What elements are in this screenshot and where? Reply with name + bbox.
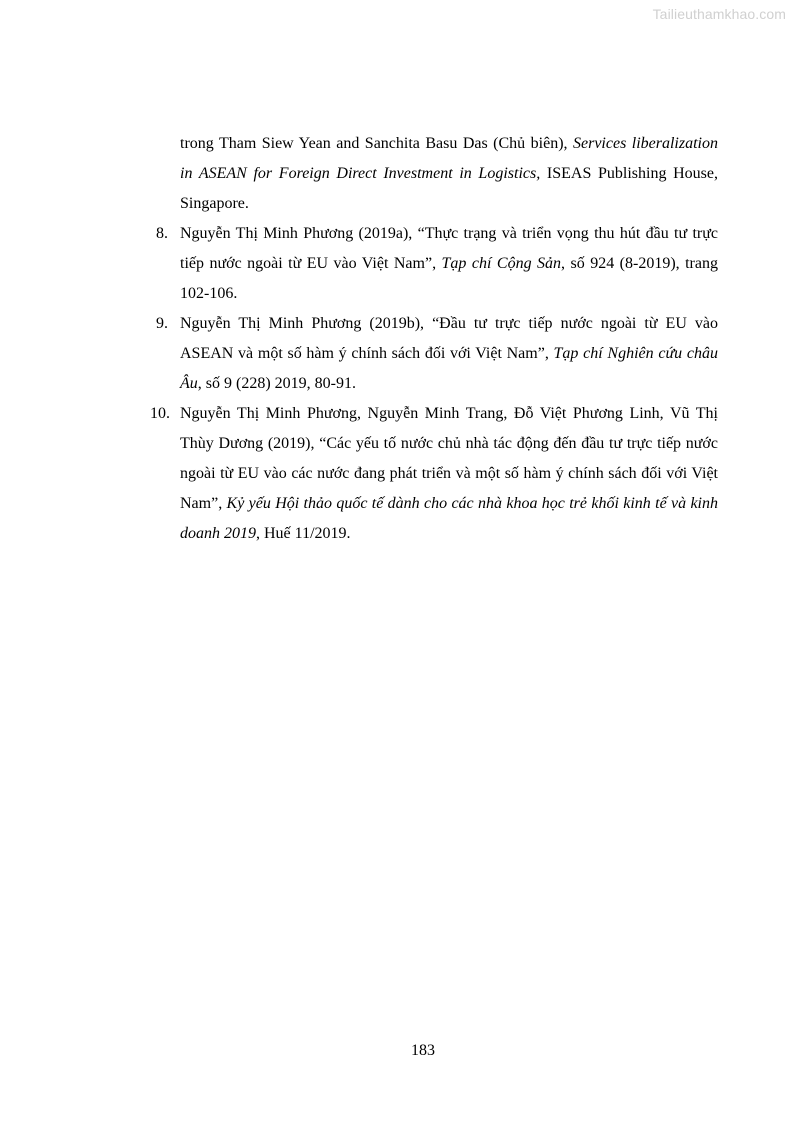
page-number: 183	[411, 1042, 435, 1059]
reference-segment: ISEAS Publishing House, Singapore.	[180, 165, 719, 212]
reference-segment: , số 9 (228) 2019, 80-91.	[197, 375, 356, 392]
reference-segment-italic: Services liberalization in ASEAN for Foreign Direct Investment in Logistics,	[180, 135, 718, 182]
reference-segment: Nguyễn Thị Minh Phương (2019b), “Đầu tư trực tiếp nước ngoài từ EU vào ASEAN và một số hàm ý chính sách đối với Việt Nam”,	[180, 315, 718, 362]
reference-segment: , số 924 (8-2019), trang 102-106.	[180, 255, 718, 302]
reference-segment: Nguyễn Thị Minh Phương (2019a), “Thực trạng và triển vọng thu hút đầu tư trực tiếp nước ngoài từ EU vào Việt Nam”,	[180, 225, 718, 272]
reference-list	[150, 129, 718, 549]
reference-text	[180, 309, 718, 399]
reference-segment: , Huế 11/2019.	[256, 525, 351, 542]
reference-item	[150, 219, 718, 309]
reference-text	[180, 129, 718, 219]
reference-item	[150, 309, 718, 399]
watermark-text: Tailieuthamkhao.com	[652, 6, 786, 22]
reference-segment-italic: Tạp chí Nghiên cứu châu Âu	[180, 345, 718, 392]
reference-number: 8.	[156, 225, 168, 242]
reference-number: 9.	[156, 315, 168, 332]
reference-number: 10.	[150, 405, 170, 422]
reference-text	[180, 399, 718, 549]
reference-segment-italic: Kỷ yếu Hội thảo quốc tế dành cho các nhà khoa học trẻ khối kinh tế và kinh doanh 2019	[180, 495, 719, 542]
reference-item	[150, 129, 718, 219]
reference-text	[180, 219, 718, 309]
reference-segment: Nguyễn Thị Minh Phương, Nguyễn Minh Trang, Đỗ Việt Phương Linh, Vũ Thị Thùy Dương (2019), “Các yếu tố nước chủ nhà tác động đến đầu tư trực tiếp nước ngoài từ EU vào các nước đang phát triển và một số hàm ý chính sách đối với Việt Nam”,	[180, 405, 718, 512]
reference-segment-italic: Tạp chí Cộng Sản	[441, 255, 562, 272]
reference-item	[150, 399, 718, 549]
reference-segment: trong Tham Siew Yean and Sanchita Basu Das (Chủ biên),	[180, 135, 573, 152]
